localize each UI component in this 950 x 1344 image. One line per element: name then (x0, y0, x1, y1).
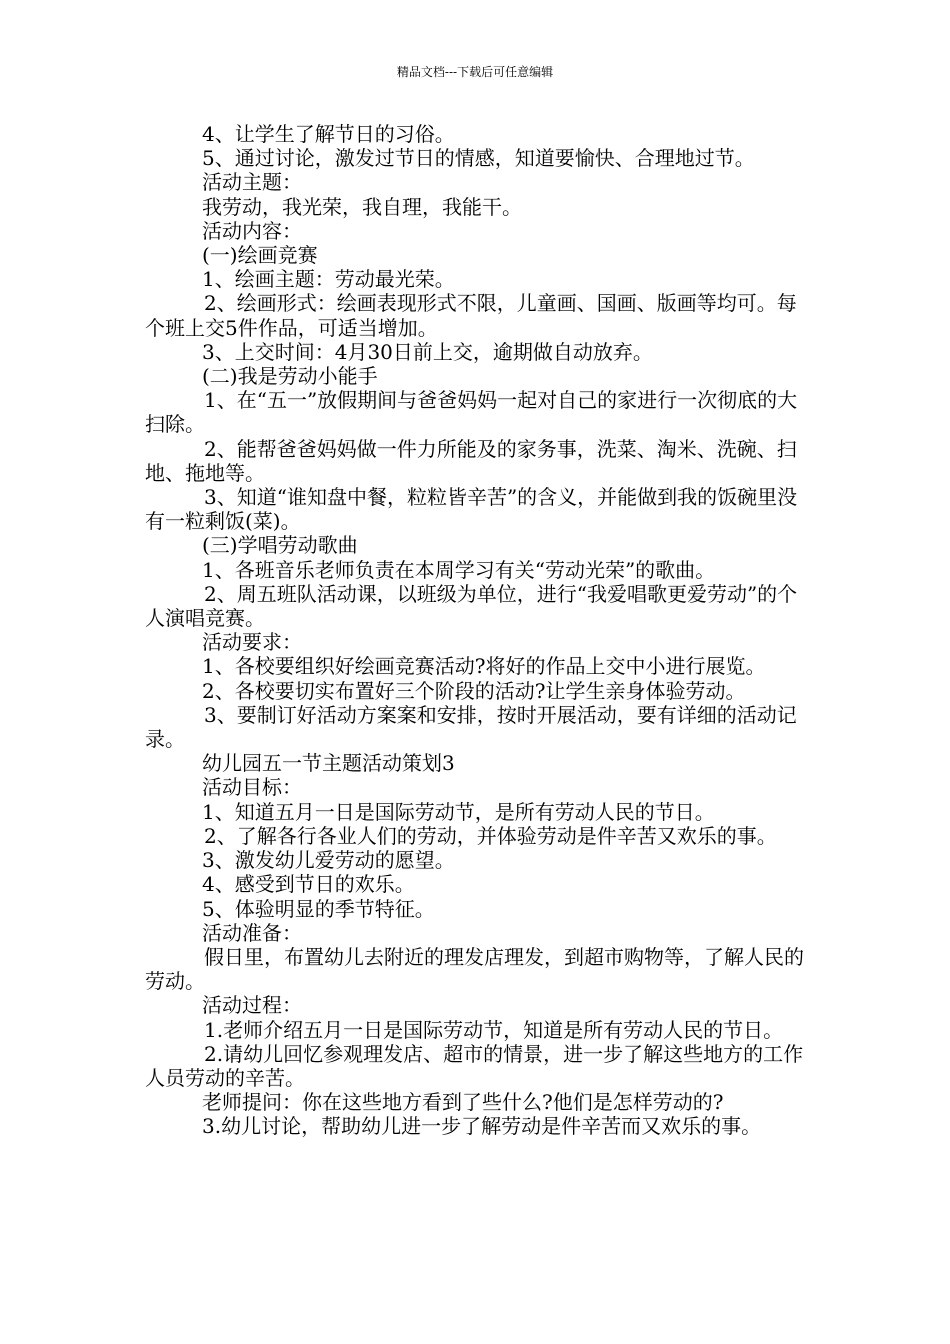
paragraph: 活动内容： (202, 218, 302, 243)
paragraph: 2、能帮爸爸妈妈做一件力所能及的家务事，洗菜、淘米、洗碗、扫地、拖地等。 (145, 436, 797, 485)
paragraph: 幼儿园五一节主题活动策划3 (202, 751, 455, 776)
paragraph: 活动要求： (202, 630, 302, 655)
paragraph: 2、周五班队活动课，以班级为单位，进行“我爱唱歌更爱劳动”的个人演唱竞赛。 (145, 581, 798, 631)
paragraph: 2.请幼儿回忆参观理发店、超市的情景，进一步了解这些地方的工作人员劳动的辛苦。 (145, 1041, 804, 1090)
paragraph: 1、知道五月一日是国际劳动节，是所有劳动人民的节日。 (202, 799, 715, 824)
paragraph: 老师提问：你在这些地方看到了些什么?他们是怎样劳动的? (202, 1090, 724, 1115)
paragraph: 2、各校要切实布置好三个阶段的活动?让学生亲身体验劳动。 (202, 678, 746, 703)
paragraph: 5、体验明显的季节特征。 (202, 896, 435, 921)
paragraph: 活动目标： (202, 775, 302, 800)
paragraph: 4、让学生了解节日的习俗。 (202, 122, 455, 146)
paragraph: 活动主题： (202, 170, 302, 195)
document-body (145, 122, 815, 1139)
paragraph: 1、各班音乐老师负责在本周学习有关“劳动光荣”的歌曲。 (202, 557, 716, 582)
paragraph: 假日里，布置幼儿去附近的理发店理发，到超市购物等，了解人民的劳动。 (145, 944, 804, 994)
paragraph: 活动准备： (202, 920, 302, 945)
paragraph: 4、感受到节日的欢乐。 (202, 872, 415, 897)
paragraph: 3、激发幼儿爱劳动的愿望。 (202, 848, 455, 873)
paragraph: 3、上交时间：4月30日前上交，逾期做自动放弃。 (202, 339, 653, 364)
paragraph: 1、绘画主题：劳动最光荣。 (202, 267, 455, 292)
paragraph: 2、了解各行各业人们的劳动，并体验劳动是件辛苦又欢乐的事。 (204, 823, 777, 848)
paragraph: 3、知道“谁知盘中餐，粒粒皆辛苦”的含义，并能做到我的饭碗里没有一粒剩饭(菜)。 (145, 485, 798, 534)
paragraph: 1、各校要组织好绘画竞赛活动?将好的作品上交中小进行展览。 (202, 654, 766, 679)
paragraph: 3、要制订好活动方案案和安排，按时开展活动，要有详细的活动记录。 (145, 702, 797, 752)
page-header: 精品文档---下载后可任意编辑 (396, 65, 554, 79)
paragraph: 2、绘画形式：绘画表现形式不限，儿童画、国画、版画等均可。每个班上交5件作品，可适当增加。 (145, 291, 797, 340)
paragraph: 5、通过讨论，激发过节日的情感，知道要愉快、合理地过节。 (202, 146, 755, 171)
paragraph: (一)绘画竞赛 (202, 243, 318, 268)
paragraph: 3.幼儿讨论，帮助幼儿进一步了解劳动是件辛苦而又欢乐的事。 (202, 1114, 762, 1139)
paragraph: (二)我是劳动小能手 (202, 364, 378, 389)
paragraph: (三)学唱劳动歌曲 (202, 533, 358, 558)
paragraph: 我劳动，我光荣，我自理，我能干。 (202, 194, 522, 219)
paragraph: 1、在“五一”放假期间与爸爸妈妈一起对自己的家进行一次彻底的大扫除。 (145, 388, 798, 437)
paragraph: 1.老师介绍五月一日是国际劳动节，知道是所有劳动人民的节日。 (204, 1017, 784, 1042)
paragraph: 活动过程： (202, 993, 302, 1018)
